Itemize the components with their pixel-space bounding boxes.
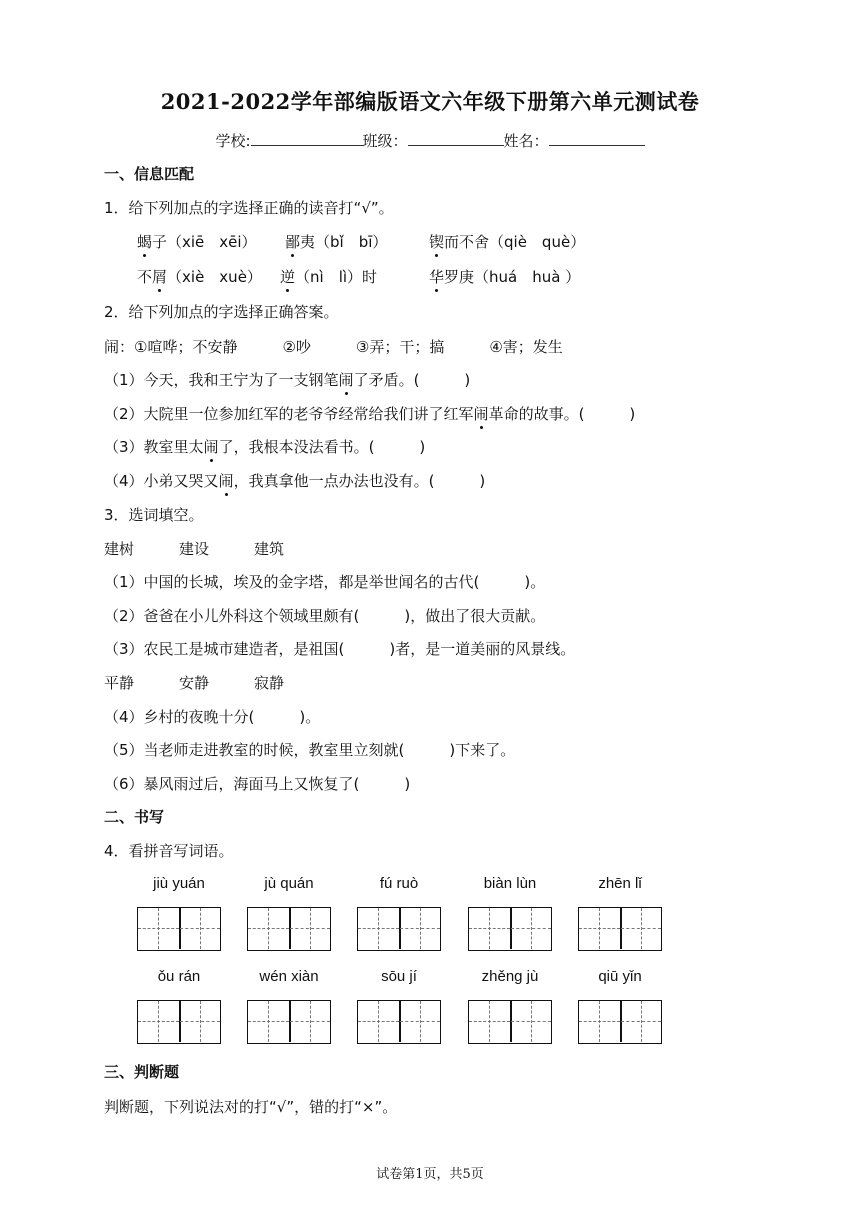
q1-item: 逆（nì lì）时 xyxy=(280,268,378,286)
writing-grid[interactable] xyxy=(247,907,331,951)
writing-grid[interactable] xyxy=(137,907,221,951)
writing-grid[interactable] xyxy=(468,1000,552,1044)
writing-grid[interactable] xyxy=(357,1000,441,1044)
q1-item: 蝎子（xiē xēi） xyxy=(137,233,257,251)
q3-item: （2）爸爸在小儿外科这个领域里颇有( )，做出了很大贡献。 xyxy=(104,607,546,625)
pinyin-label: sōu jí xyxy=(381,968,417,985)
q3-item: （3）农民工是城市建造者，是祖国( )者，是一道美丽的风景线。 xyxy=(104,640,576,658)
writing-grid[interactable] xyxy=(468,907,552,951)
q1-item: 不屑（xiè xuè） xyxy=(137,268,262,286)
pinyin-label: zhěng jù xyxy=(481,968,539,985)
q3-item: （5）当老师走进教室的时候，教室里立刻就( )下来了。 xyxy=(104,741,516,759)
school-blank[interactable] xyxy=(251,131,363,146)
pinyin-label: qiū yǐn xyxy=(598,968,642,985)
name-label: 姓名： xyxy=(503,132,549,150)
section-1-heading: 一、信息匹配 xyxy=(104,165,195,183)
section-3-heading: 三、判断题 xyxy=(104,1063,180,1081)
q3-item: （1）中国的长城，埃及的金字塔，都是举世闻名的古代( )。 xyxy=(104,573,546,591)
judgment-prompt: 判断题，下列说法对的打“√”，错的打“×”。 xyxy=(104,1098,398,1116)
writing-grid[interactable] xyxy=(578,907,662,951)
pinyin-label: fú ruò xyxy=(379,875,419,892)
q3-prompt: 3．选词填空。 xyxy=(104,506,204,524)
pinyin-label: biàn lùn xyxy=(483,875,537,892)
q3-item: （4）乡村的夜晚十分( )。 xyxy=(104,708,321,726)
q3-item: （6）暴风雨过后，海面马上又恢复了( ) xyxy=(104,775,411,793)
pinyin-label: jù quán xyxy=(264,875,314,892)
q2-item: （4）小弟又哭又闹，我真拿他一点办法也没有。( ) xyxy=(104,472,486,490)
name-blank[interactable] xyxy=(549,131,645,146)
q1-item: 锲而不舍（qiè què） xyxy=(429,233,586,251)
q4-prompt: 4．看拼音写词语。 xyxy=(104,842,234,860)
school-label: 学校: xyxy=(215,132,251,150)
q3-word-bank: 建树 建设 建筑 xyxy=(104,540,285,558)
q3-word-bank: 平静 安静 寂静 xyxy=(104,674,285,692)
writing-grid[interactable] xyxy=(357,907,441,951)
student-info-line xyxy=(0,130,860,151)
q2-item: （1）今天，我和王宁为了一支钢笔闹了矛盾。( ) xyxy=(104,371,471,389)
pinyin-label: jiù yuán xyxy=(153,875,205,892)
q1-item: 鄙夷（bǐ bī） xyxy=(285,233,388,251)
q2-options: 闹：①喧哗；不安静 ②吵 ③弄；干；搞 ④害；发生 xyxy=(104,338,563,356)
q2-item: （3）教室里太闹了，我根本没法看书。( ) xyxy=(104,438,426,456)
q2-prompt: 2．给下列加点的字选择正确答案。 xyxy=(104,303,339,321)
class-label: 班级： xyxy=(362,132,408,150)
writing-grid[interactable] xyxy=(578,1000,662,1044)
section-2-heading: 二、书写 xyxy=(104,808,165,826)
page-footer: 试卷第1页，共5页 xyxy=(376,1167,484,1182)
q2-item: （2）大院里一位参加红军的老爷爷经常给我们讲了红军闹革命的故事。( ) xyxy=(104,405,636,423)
pinyin-label: wén xiàn xyxy=(259,968,319,985)
q1-prompt: 1．给下列加点的字选择正确的读音打“√”。 xyxy=(104,199,394,217)
writing-grid[interactable] xyxy=(137,1000,221,1044)
page-title: 2021-2022学年部编版语文六年级下册第六单元测试卷 xyxy=(160,89,700,114)
pinyin-label: ǒu rán xyxy=(157,968,201,985)
class-blank[interactable] xyxy=(408,131,504,146)
writing-grid[interactable] xyxy=(247,1000,331,1044)
pinyin-label: zhēn lǐ xyxy=(598,875,642,892)
q1-item: 华罗庚（huá huà ） xyxy=(429,268,581,286)
